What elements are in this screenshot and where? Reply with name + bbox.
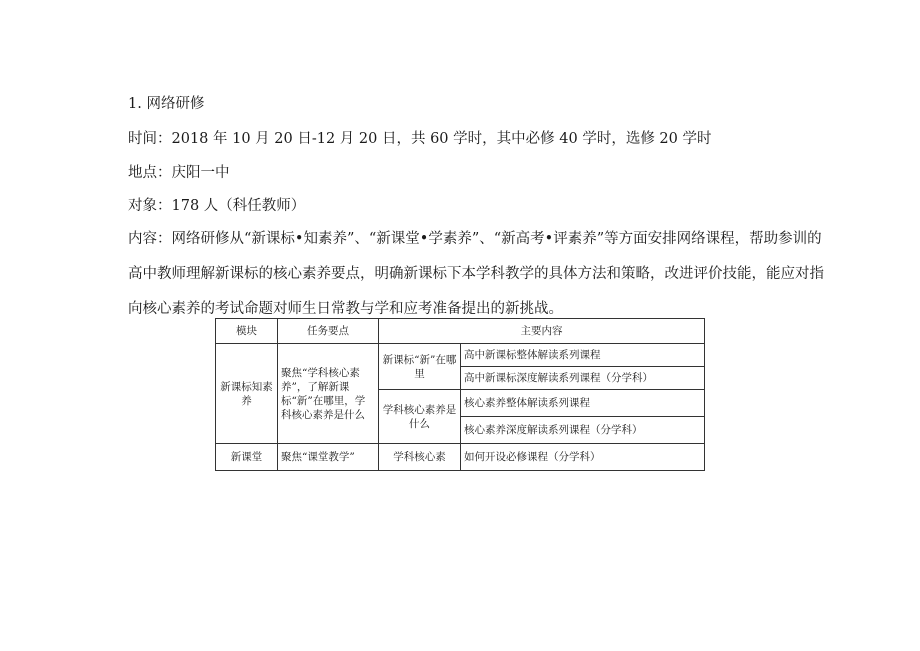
module-cell: 新课标知素养	[216, 344, 278, 444]
content-paragraph: 内容：网络研修从“新课标•知素养”、“新课堂•学素养”、“新高考•评素养”等方面安排网络课程，帮助参训的高中教师理解新课标的核心素养要点，明确新课标下本学科教学的具体方法和策略，改进评价技能，能应对指向核心素养的考试命题对师生日常教与学和应考准备提出的新挑战。	[128, 231, 824, 317]
header-module: 模块	[216, 319, 278, 344]
place-line: 地点：庆阳一中	[128, 165, 230, 181]
subtopic-cell: 学科核心素	[379, 444, 461, 471]
time-line: 时间：2018 年 10 月 20 日-12 月 20 日，共 60 学时，其中必修 40 学时，选修 20 学时	[128, 131, 712, 147]
module-cell: 新课堂	[216, 444, 278, 471]
course-cell: 高中新课标整体解读系列课程	[461, 344, 705, 367]
course-table	[215, 318, 705, 471]
header-content: 主要内容	[379, 319, 705, 344]
subtopic-cell: 学科核心素养是什么	[379, 390, 461, 444]
subtopic-cell: 新课标“新”在哪里	[379, 344, 461, 390]
course-cell: 高中新课标深度解读系列课程（分学科）	[461, 367, 705, 390]
task-cell: 聚焦“学科核心素养”，了解新课标“新”在哪里，学科核心素养是什么	[278, 344, 379, 444]
course-cell: 核心素养深度解读系列课程（分学科）	[461, 417, 705, 444]
section-title: 1. 网络研修	[128, 96, 205, 112]
course-cell: 如何开设必修课程（分学科）	[461, 444, 705, 471]
task-cell: 聚焦“课堂教学”	[278, 444, 379, 471]
target-line: 对象：178 人（科任教师）	[128, 198, 306, 214]
header-task: 任务要点	[278, 319, 379, 344]
course-cell: 核心素养整体解读系列课程	[461, 390, 705, 417]
